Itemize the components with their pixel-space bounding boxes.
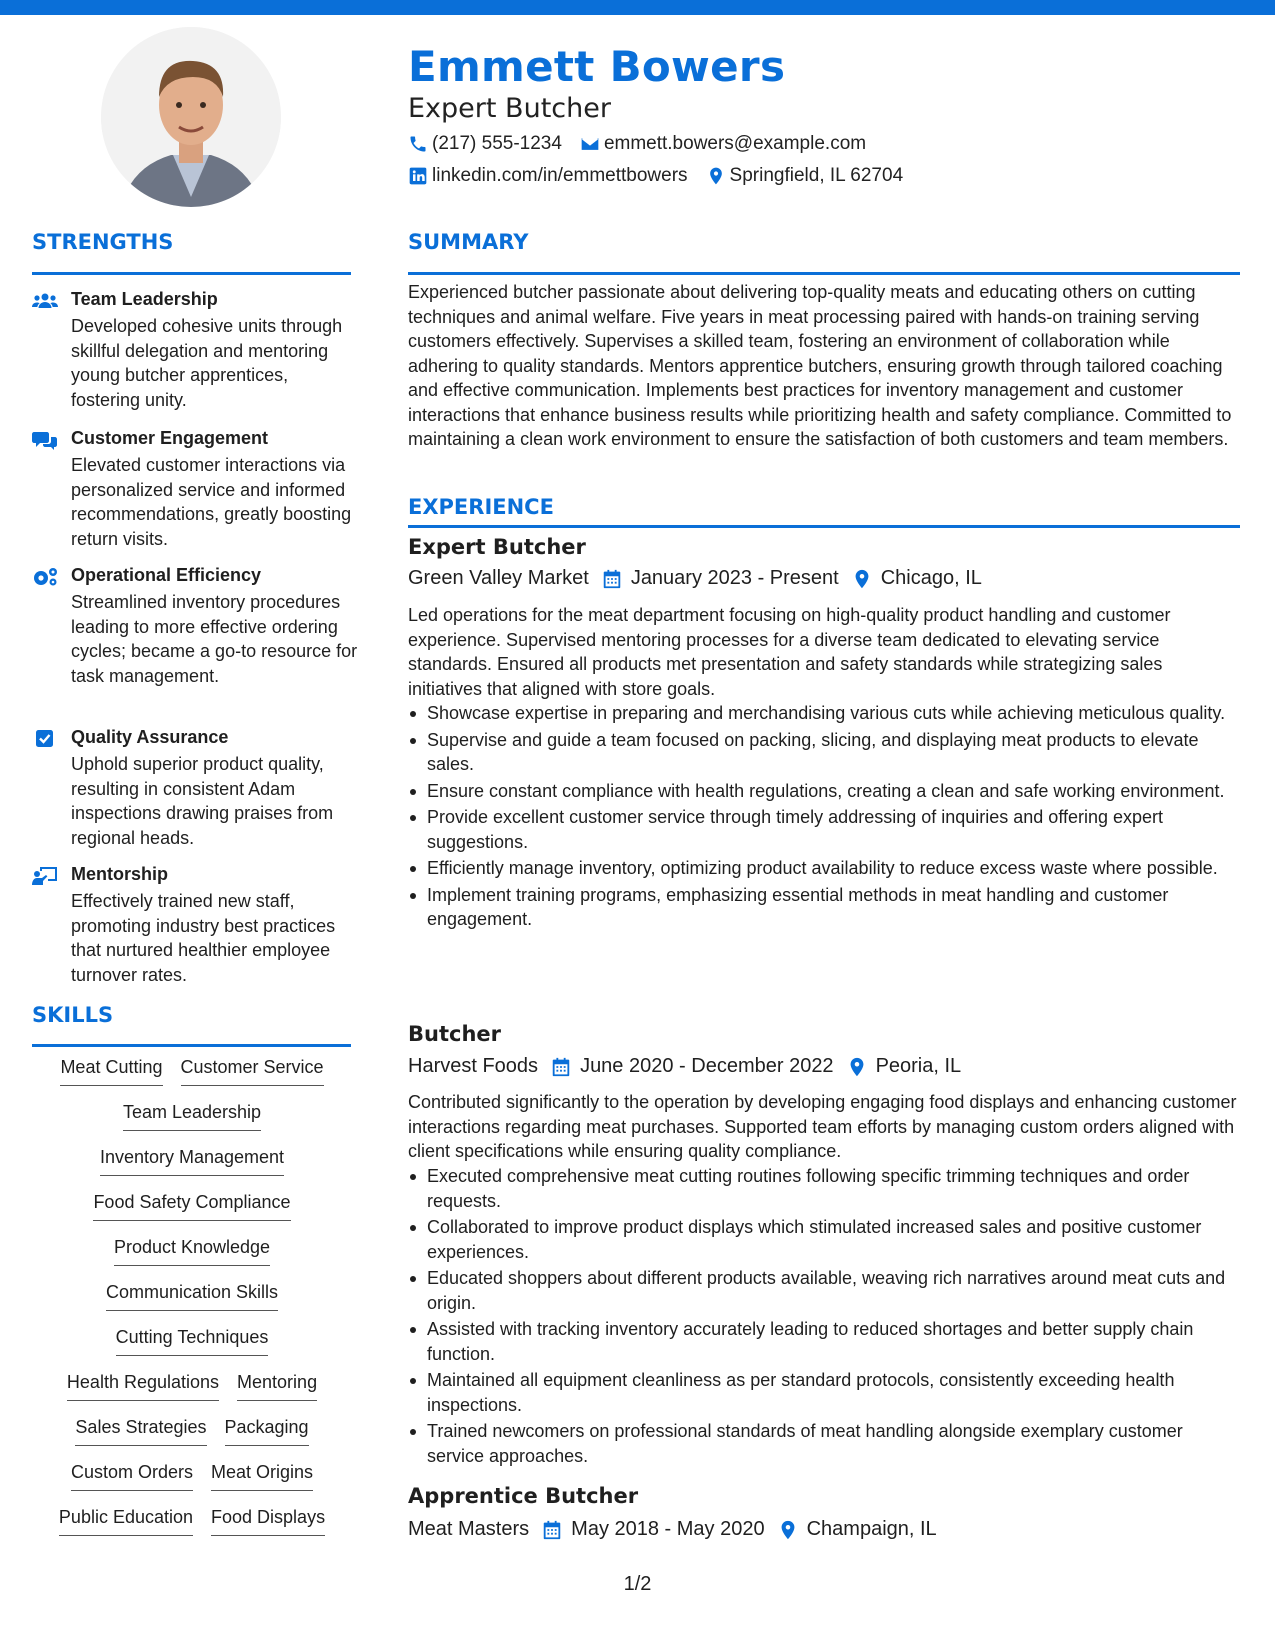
phone-icon bbox=[408, 134, 428, 154]
job-company: Meat Masters bbox=[408, 1518, 530, 1540]
skill-tag: Customer Service bbox=[181, 1057, 324, 1086]
job-location: Peoria, IL bbox=[875, 1055, 962, 1077]
skill-tag: Product Knowledge bbox=[114, 1237, 270, 1266]
strength-desc: Developed cohesive units through skillful delegation and mentoring young butcher apprentices, fostering unity. bbox=[71, 316, 343, 410]
bullet-item: Assisted with tracking inventory accurately leading to reduced shortages and better supply chain function. bbox=[408, 1317, 1238, 1366]
skill-tag: Packaging bbox=[225, 1417, 309, 1446]
candidate-title: Expert Butcher bbox=[408, 93, 611, 124]
candidate-name: Emmett Bowers bbox=[408, 42, 786, 91]
job-meta bbox=[408, 1518, 937, 1541]
bullet-item: Maintained all equipment cleanliness as per standard protocols, consistently exceeding health inspections. bbox=[408, 1368, 1238, 1417]
skill-tag: Mentoring bbox=[237, 1372, 317, 1401]
strength-title: Team Leadership bbox=[71, 289, 218, 309]
calendar-icon bbox=[550, 1056, 572, 1078]
strength-desc: Elevated customer interactions via personalized service and informed recommendations, greatly boosting return visits. bbox=[71, 455, 352, 549]
contact-row-1 bbox=[408, 133, 884, 155]
job-company: Green Valley Market bbox=[408, 567, 589, 589]
job-title: Expert Butcher bbox=[408, 535, 586, 559]
strength-title: Operational Efficiency bbox=[71, 565, 262, 585]
skills-divider bbox=[32, 1044, 351, 1047]
strength-title: Customer Engagement bbox=[71, 428, 269, 448]
gears-icon bbox=[32, 567, 58, 587]
skill-tag: Food Safety Compliance bbox=[93, 1192, 290, 1221]
phone-text: (217) 555-1234 bbox=[432, 133, 562, 154]
job-description: Led operations for the meat department focusing on high-quality product handling and customer experience. Supervised mentoring processes for a diverse team dedicated to elevating service standards. Ensured all products met presentation and safety standards while strategizing sales initiatives that aligned with store goals. bbox=[408, 605, 1171, 699]
bullet-item: Supervise and guide a team focused on packing, slicing, and displaying meat products to elevate sales. bbox=[408, 728, 1238, 777]
map-pin-icon bbox=[846, 1056, 868, 1078]
job-dates: January 2023 - Present bbox=[630, 567, 839, 589]
skill-tag: Public Education bbox=[59, 1507, 193, 1536]
users-icon bbox=[32, 291, 58, 311]
strength-desc: Streamlined inventory procedures leading to more effective ordering cycles; became a go-to resource for task management. bbox=[71, 592, 358, 686]
job-location: Chicago, IL bbox=[880, 567, 982, 589]
contact-phone[interactable] bbox=[408, 133, 562, 155]
map-pin-icon bbox=[851, 568, 873, 590]
map-pin-icon bbox=[706, 166, 726, 186]
job-dates: June 2020 - December 2022 bbox=[580, 1055, 834, 1077]
strength-item bbox=[32, 864, 352, 984]
skill-tag: Custom Orders bbox=[71, 1462, 193, 1491]
strength-item bbox=[32, 289, 352, 409]
job-location: Champaign, IL bbox=[806, 1518, 937, 1540]
calendar-icon bbox=[541, 1519, 563, 1541]
teacher-icon bbox=[32, 866, 58, 886]
skill-tag: Team Leadership bbox=[123, 1102, 261, 1131]
contact-location bbox=[706, 165, 904, 187]
job-company: Harvest Foods bbox=[408, 1055, 539, 1077]
skill-tag: Sales Strategies bbox=[75, 1417, 206, 1446]
skill-tag: Cutting Techniques bbox=[116, 1327, 269, 1356]
profile-photo bbox=[101, 27, 281, 207]
strengths-heading: STRENGTHS bbox=[32, 230, 174, 254]
location-text: Springfield, IL 62704 bbox=[729, 165, 904, 186]
bullet-item: Showcase expertise in preparing and merchandising various cuts while achieving meticulous quality. bbox=[408, 701, 1238, 726]
bullet-item: Educated shoppers about different products available, weaving rich narratives around meat cuts and origin. bbox=[408, 1266, 1238, 1315]
strength-title: Quality Assurance bbox=[71, 727, 229, 747]
top-accent-bar bbox=[0, 0, 1275, 15]
job-bullets bbox=[408, 701, 1238, 934]
summary-heading: SUMMARY bbox=[408, 230, 529, 254]
summary-divider bbox=[408, 272, 1240, 275]
page-number: 1/2 bbox=[623, 1573, 652, 1595]
skill-tag: Communication Skills bbox=[106, 1282, 278, 1311]
bullet-item: Collaborated to improve product displays which stimulated increased sales and positive customer experiences. bbox=[408, 1215, 1238, 1264]
job-description: Contributed significantly to the operation by developing engaging food displays and enhancing customer interactions regarding meat purchases. Supported team efforts by managing custom orders aligned with client specifications while ensuring quality compliance. bbox=[408, 1092, 1237, 1161]
bullet-item: Implement training programs, emphasizing essential methods in meat handling and customer engagement. bbox=[408, 883, 1238, 932]
strengths-divider bbox=[32, 272, 351, 275]
chat-icon bbox=[32, 430, 58, 450]
bullet-item: Ensure constant compliance with health regulations, creating a clean and safe working environment. bbox=[408, 779, 1238, 804]
email-text: emmett.bowers@example.com bbox=[603, 133, 867, 154]
job-dates: May 2018 - May 2020 bbox=[571, 1518, 765, 1540]
strength-item bbox=[32, 727, 352, 847]
strength-item bbox=[32, 565, 358, 705]
skills-heading: SKILLS bbox=[32, 1003, 114, 1027]
strength-desc: Effectively trained new staff, promoting industry best practices that nurtured healthier employee turnover rates. bbox=[71, 891, 336, 985]
contact-row-2 bbox=[408, 165, 921, 187]
job-title: Butcher bbox=[408, 1022, 501, 1046]
bullet-item: Provide excellent customer service through timely addressing of inquiries and offering expert suggestions. bbox=[408, 805, 1238, 854]
skill-tag: Meat Cutting bbox=[60, 1057, 162, 1086]
contact-linkedin[interactable] bbox=[408, 165, 688, 187]
experience-heading: EXPERIENCE bbox=[408, 495, 554, 519]
strength-item bbox=[32, 428, 352, 548]
job-meta bbox=[408, 567, 982, 590]
linkedin-text: linkedin.com/in/emmettbowers bbox=[432, 165, 688, 186]
skill-tag: Health Regulations bbox=[67, 1372, 219, 1401]
job-meta bbox=[408, 1055, 961, 1078]
email-icon bbox=[580, 134, 600, 154]
strength-title: Mentorship bbox=[71, 864, 168, 884]
summary-text: Experienced butcher passionate about delivering top-quality meats and educating others on cutting techniques and animal welfare. Five years in meat processing paired with hands-on training serving customers effectively. Supervises a skilled team, fostering an environment of collaboration while adhering to quality standards. Mentors apprentice butchers, ensuring growth through tailored coaching and effective communication. Implements best practices for inventory management and customer interactions that enhance business results while prioritizing health and safety compliance. Committed to maintaining a clean work environment to ensure the satisfaction of both customers and team members. bbox=[408, 282, 1232, 449]
strength-desc: Uphold superior product quality, resulting in consistent Adam inspections drawing praises from regional heads. bbox=[71, 754, 334, 848]
bullet-item: Executed comprehensive meat cutting routines following specific trimming techniques and order requests. bbox=[408, 1164, 1238, 1213]
bullet-item: Trained newcomers on professional standards of meat handling alongside exemplary customer service approaches. bbox=[408, 1419, 1238, 1468]
skill-tag: Meat Origins bbox=[211, 1462, 313, 1491]
job-bullets bbox=[408, 1164, 1238, 1470]
skills-list bbox=[32, 1057, 352, 1552]
experience-divider bbox=[408, 525, 1240, 528]
job-title: Apprentice Butcher bbox=[408, 1484, 639, 1508]
map-pin-icon bbox=[777, 1519, 799, 1541]
checkbox-icon bbox=[32, 729, 58, 749]
bullet-item: Efficiently manage inventory, optimizing product availability to reduce excess waste where possible. bbox=[408, 856, 1238, 881]
calendar-icon bbox=[601, 568, 623, 590]
contact-email[interactable] bbox=[580, 133, 866, 155]
skill-tag: Food Displays bbox=[211, 1507, 325, 1536]
skill-tag: Inventory Management bbox=[100, 1147, 284, 1176]
linkedin-icon bbox=[408, 166, 428, 186]
